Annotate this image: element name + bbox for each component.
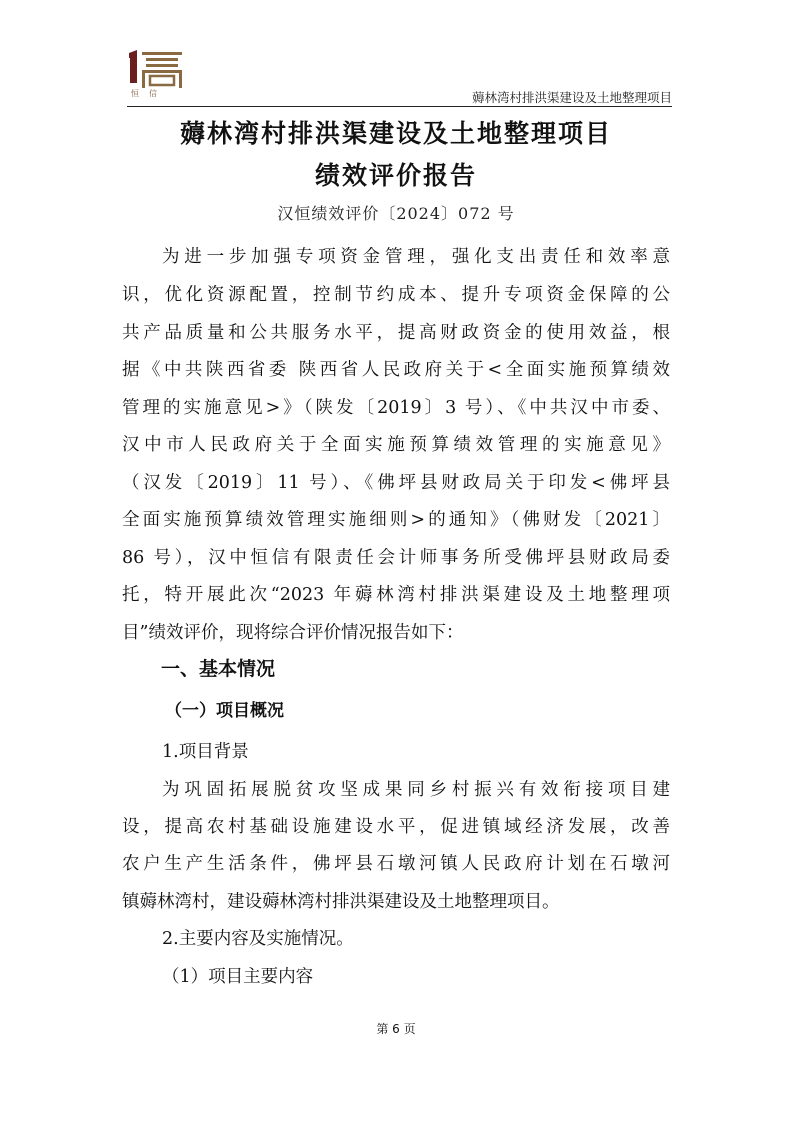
intro-line: 共产品质量和公共服务水平，提高财政资金的使用效益，根 bbox=[122, 323, 670, 343]
intro-line: 托，特开展此次“2023 年薅林湾村排洪渠建设及土地整理项 bbox=[122, 585, 670, 605]
header-divider bbox=[127, 106, 672, 107]
intro-line: 全面实施预算绩效管理实施细则>的通知》（佛财发〔2021〕 bbox=[122, 510, 670, 530]
intro-line: 目”绩效评价，现将综合评价情况报告如下： bbox=[122, 623, 464, 643]
background-line: 镇薅林湾村，建设薅林湾村排洪渠建设及土地整理项目。 bbox=[122, 892, 560, 912]
item-heading: 2.主要内容及实施情况。 bbox=[162, 929, 354, 949]
intro-line: 为进一步加强专项资金管理，强化支出责任和效率意 bbox=[162, 247, 670, 267]
background-line: 设，提高农村基础设施建设水平，促进镇域经济发展，改善 bbox=[122, 817, 670, 837]
logo-text: 恒信 bbox=[131, 89, 167, 98]
running-header-title: 薅林湾村排洪渠建设及土地整理项目 bbox=[471, 90, 672, 105]
report-title-line2: 绩效评价报告 bbox=[314, 161, 477, 190]
subsection-heading: （一）项目概况 bbox=[165, 701, 284, 721]
item-sub-heading: （1）项目主要内容 bbox=[162, 967, 314, 987]
intro-line: 管理的实施意见>》（陕发〔2019〕3 号）、《中共汉中市委、 bbox=[122, 398, 670, 418]
document-number: 汉恒绩效评价〔2024〕072 号 bbox=[277, 204, 515, 223]
page-number: 第 6 页 bbox=[376, 1022, 416, 1036]
section-heading: 一、基本情况 bbox=[161, 658, 276, 680]
report-title-line1: 薅林湾村排洪渠建设及土地整理项目 bbox=[179, 119, 612, 148]
item-heading: 1.项目背景 bbox=[162, 742, 249, 762]
intro-line: 识，优化资源配置，控制节约成本、提升专项资金保障的公 bbox=[122, 285, 670, 305]
intro-line: （汉发〔2019〕11 号）、《佛坪县财政局关于印发<佛坪县 bbox=[122, 473, 670, 493]
intro-line: 86 号），汉中恒信有限责任会计师事务所受佛坪县财政局委 bbox=[122, 548, 670, 568]
intro-line: 汉中市人民政府关于全面实施预算绩效管理的实施意见》 bbox=[122, 435, 670, 455]
background-line: 为巩固拓展脱贫攻坚成果同乡村振兴有效衔接项目建 bbox=[162, 780, 670, 800]
intro-line: 据《中共陕西省委 陕西省人民政府关于<全面实施预算绩效 bbox=[122, 360, 670, 380]
background-line: 农户生产生活条件，佛坪县石墩河镇人民政府计划在石墩河 bbox=[122, 854, 670, 874]
